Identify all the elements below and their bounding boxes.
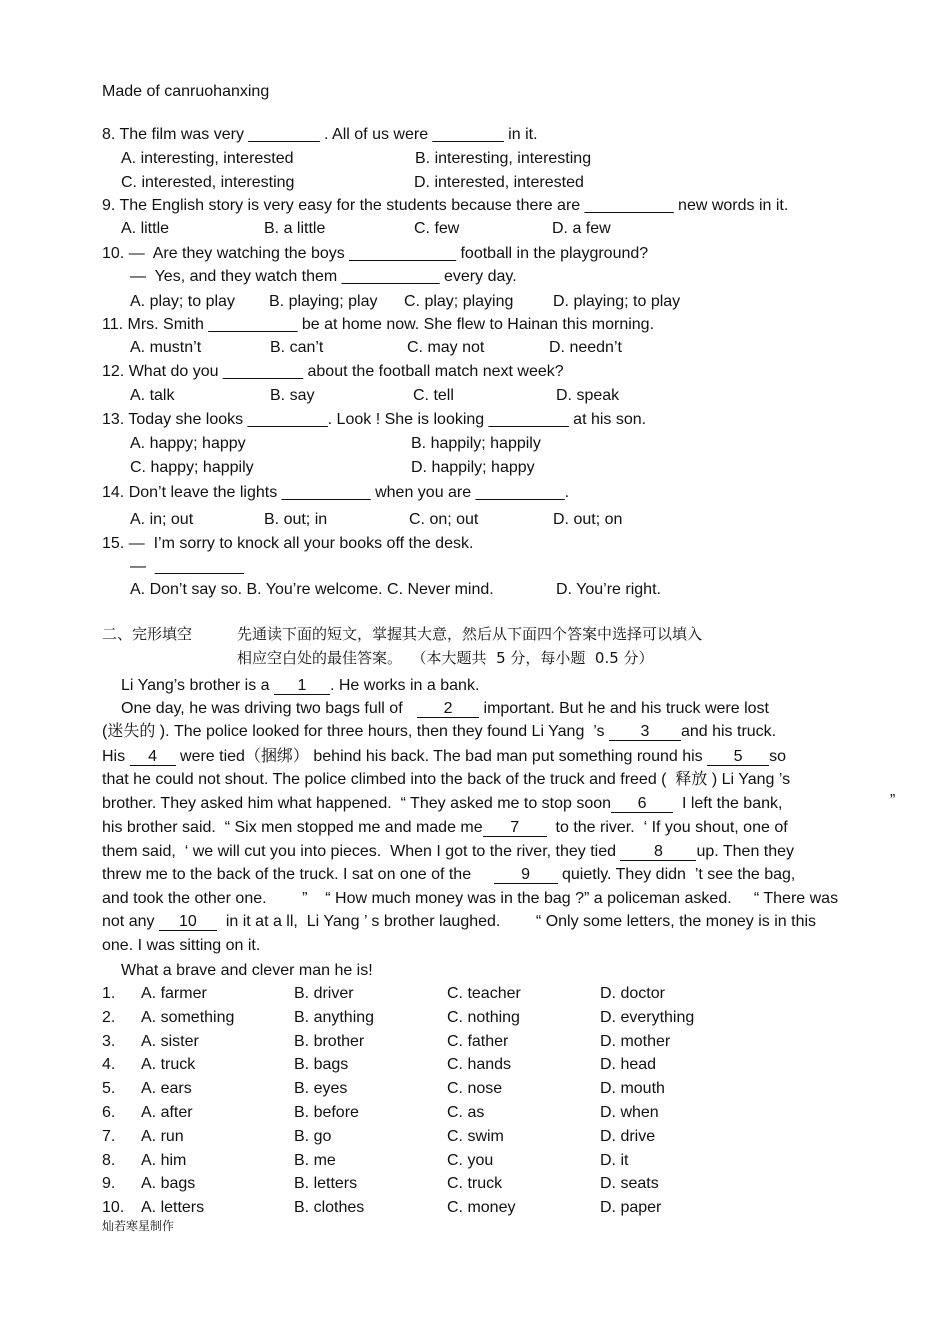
option-choice: C. hands [447, 1056, 512, 1073]
passage-line [121, 699, 769, 719]
option-choice: A. truck [141, 1056, 196, 1073]
option-choice: C. nose [447, 1080, 503, 1097]
option-choice: A. run [141, 1128, 184, 1145]
option: B. a little [264, 220, 326, 237]
option-number: 10. [102, 1199, 125, 1216]
blank-5: 5 [707, 749, 769, 766]
option-choice: C. you [447, 1152, 494, 1169]
quote-mark: ” [890, 792, 896, 809]
option: C. tell [413, 387, 454, 404]
option: A. little [121, 220, 170, 237]
text: to the river. ‘ If you shout, one of [546, 819, 788, 836]
question-10: 10. — Are they watching the boys ____________ football in the playground? [102, 245, 649, 262]
option: D. out; on [553, 511, 623, 528]
option: B. out; in [264, 511, 328, 528]
text: . He works in a bank. [329, 677, 480, 694]
option-choice: A. bags [141, 1175, 196, 1192]
passage-line [102, 722, 776, 742]
page-header: Made of canruohanxing [102, 83, 270, 100]
option: B. interesting, interesting [415, 150, 592, 167]
blank-8: 8 [620, 844, 696, 861]
option: C. may not [407, 339, 485, 356]
text: were tied（捆绑） behind his back. The bad man put something round his [175, 748, 708, 765]
option-number: 2. [102, 1009, 116, 1026]
passage-line: one. I was sitting on it. [102, 937, 261, 954]
option: D. interested, interested [414, 174, 584, 191]
option: A. Don’t say so. B. You’re welcome. C. Never mind. [130, 581, 494, 598]
option: D. needn’t [549, 339, 622, 356]
option-choice: A. letters [141, 1199, 205, 1216]
section-instructions-2: 相应空白处的最佳答案。 （本大题共 5 分，每小题 0.5 分） [237, 649, 654, 667]
passage-line [102, 818, 788, 838]
passage-line [102, 794, 782, 814]
option: B. say [270, 387, 315, 404]
blank-10: 10 [159, 914, 217, 931]
passage-line [102, 865, 795, 885]
option-choice: D. doctor [600, 985, 665, 1002]
text: and his truck. [680, 723, 777, 740]
option-choice: A. ears [141, 1080, 192, 1097]
option-choice: A. after [141, 1104, 193, 1121]
option-number: 4. [102, 1056, 116, 1073]
question-12: 12. What do you _________ about the football match next week? [102, 363, 564, 380]
text: His [102, 748, 130, 765]
option: D. playing; to play [553, 293, 681, 310]
option: A. play; to play [130, 293, 235, 310]
option-choice: A. something [141, 1009, 235, 1026]
blank-7: 7 [483, 820, 547, 837]
option: C. interested, interesting [121, 174, 295, 191]
option: C. few [414, 220, 460, 237]
blank-3: 3 [609, 724, 681, 741]
question-15-reply: — __________ [130, 558, 244, 575]
option-choice: B. clothes [294, 1199, 365, 1216]
passage-line: What a brave and clever man he is! [121, 962, 373, 979]
text: them said, ‘ we will cut you into pieces. When I got to the river, they tied [102, 843, 621, 860]
option-choice: B. go [294, 1128, 332, 1145]
question-11: 11. Mrs. Smith __________ be at home now. She flew to Hainan this morning. [102, 316, 655, 333]
option-number: 1. [102, 985, 116, 1002]
blank-4: 4 [130, 749, 176, 766]
option-choice: D. when [600, 1104, 659, 1121]
option-number: 8. [102, 1152, 116, 1169]
option-choice: D. head [600, 1056, 657, 1073]
passage-line [121, 676, 479, 696]
option: A. mustn’t [130, 339, 202, 356]
blank-9: 9 [494, 867, 558, 884]
option-number: 6. [102, 1104, 116, 1121]
option-choice: B. anything [294, 1009, 375, 1026]
question-15: 15. — I’m sorry to knock all your books off the desk. [102, 535, 474, 552]
option-choice: C. money [447, 1199, 516, 1216]
option: C. play; playing [404, 293, 514, 310]
option-choice: C. nothing [447, 1009, 520, 1026]
section-number: 二、完形填空 [102, 625, 193, 643]
option: C. on; out [409, 511, 479, 528]
question-13: 13. Today she looks _________. Look ! She is looking _________ at his son. [102, 411, 647, 428]
text: (迷失的 ). The police looked for three hours, then they found Li Yang ’s [102, 723, 609, 740]
option: B. can’t [270, 339, 324, 356]
option: C. happy; happily [130, 459, 254, 476]
option-choice: D. paper [600, 1199, 662, 1216]
option: D. happily; happy [411, 459, 535, 476]
blank-1: 1 [274, 678, 330, 695]
option: A. in; out [130, 511, 194, 528]
option-choice: B. me [294, 1152, 336, 1169]
option: A. happy; happy [130, 435, 246, 452]
option: A. talk [130, 387, 175, 404]
blank-2: 2 [417, 701, 479, 718]
option: B. happily; happily [411, 435, 541, 452]
option-choice: C. father [447, 1033, 509, 1050]
text: in it at a ll, Li Yang ’ s brother laughed. “ Only some letters, the money is in this [216, 913, 817, 930]
option-number: 5. [102, 1080, 116, 1097]
option-choice: A. farmer [141, 985, 207, 1002]
option-choice: D. mother [600, 1033, 671, 1050]
blank-6: 6 [611, 796, 673, 813]
passage-line [102, 842, 794, 862]
passage-line [102, 747, 786, 767]
page-footer: 灿若寒星制作 [102, 1219, 175, 1233]
text: his brother said. “ Six men stopped me and made me [102, 819, 483, 836]
passage-line: that he could not shout. The police climbed into the back of the truck and freed ( 释放 ) Li Yang ’s [102, 771, 791, 788]
text: I left the bank, [673, 795, 783, 812]
text: up. Then they [696, 843, 795, 860]
text: so [769, 748, 787, 765]
option-choice: B. letters [294, 1175, 358, 1192]
option-choice: B. before [294, 1104, 359, 1121]
option: B. playing; play [269, 293, 378, 310]
option-number: 7. [102, 1128, 116, 1145]
question-10-reply: — Yes, and they watch them ___________ every day. [130, 268, 517, 285]
option-choice: D. mouth [600, 1080, 665, 1097]
text: not any [102, 913, 159, 930]
option-choice: C. as [447, 1104, 485, 1121]
option-number: 3. [102, 1033, 116, 1050]
option: D. You’re right. [556, 581, 661, 598]
text: One day, he was driving two bags full of [121, 700, 408, 717]
option-number: 9. [102, 1175, 116, 1192]
option-choice: B. brother [294, 1033, 365, 1050]
option: A. interesting, interested [121, 150, 294, 167]
question-14: 14. Don’t leave the lights __________ when you are __________. [102, 484, 570, 501]
text: threw me to the back of the truck. I sat on one of the [102, 866, 476, 883]
option: D. a few [552, 220, 611, 237]
text: quietly. They didn ’t see the bag, [557, 866, 796, 883]
question-8: 8. The film was very ________ . All of us were ________ in it. [102, 126, 538, 143]
option-choice: B. eyes [294, 1080, 348, 1097]
option: D. speak [556, 387, 620, 404]
text: brother. They asked him what happened. “ They asked me to stop soon [102, 795, 612, 812]
passage-line [102, 912, 816, 932]
text: important. But he and his truck were lost [479, 700, 769, 717]
option-choice: D. it [600, 1152, 629, 1169]
option-choice: C. teacher [447, 985, 521, 1002]
question-9: 9. The English story is very easy for the students because there are __________ new words in it. [102, 197, 789, 214]
option-choice: B. bags [294, 1056, 349, 1073]
option-choice: D. drive [600, 1128, 656, 1145]
option-choice: D. seats [600, 1175, 659, 1192]
option-choice: A. him [141, 1152, 187, 1169]
option-choice: B. driver [294, 985, 354, 1002]
text: Li Yang’s brother is a [121, 677, 274, 694]
passage-line: and took the other one. ” “ How much money was in the bag ?” a policeman asked. “ There was [102, 890, 839, 907]
option-choice: D. everything [600, 1009, 695, 1026]
section-instructions: 先通读下面的短文，掌握其大意，然后从下面四个答案中选择可以填入 [237, 625, 703, 643]
option-choice: C. truck [447, 1175, 503, 1192]
option-choice: C. swim [447, 1128, 504, 1145]
option-choice: A. sister [141, 1033, 199, 1050]
